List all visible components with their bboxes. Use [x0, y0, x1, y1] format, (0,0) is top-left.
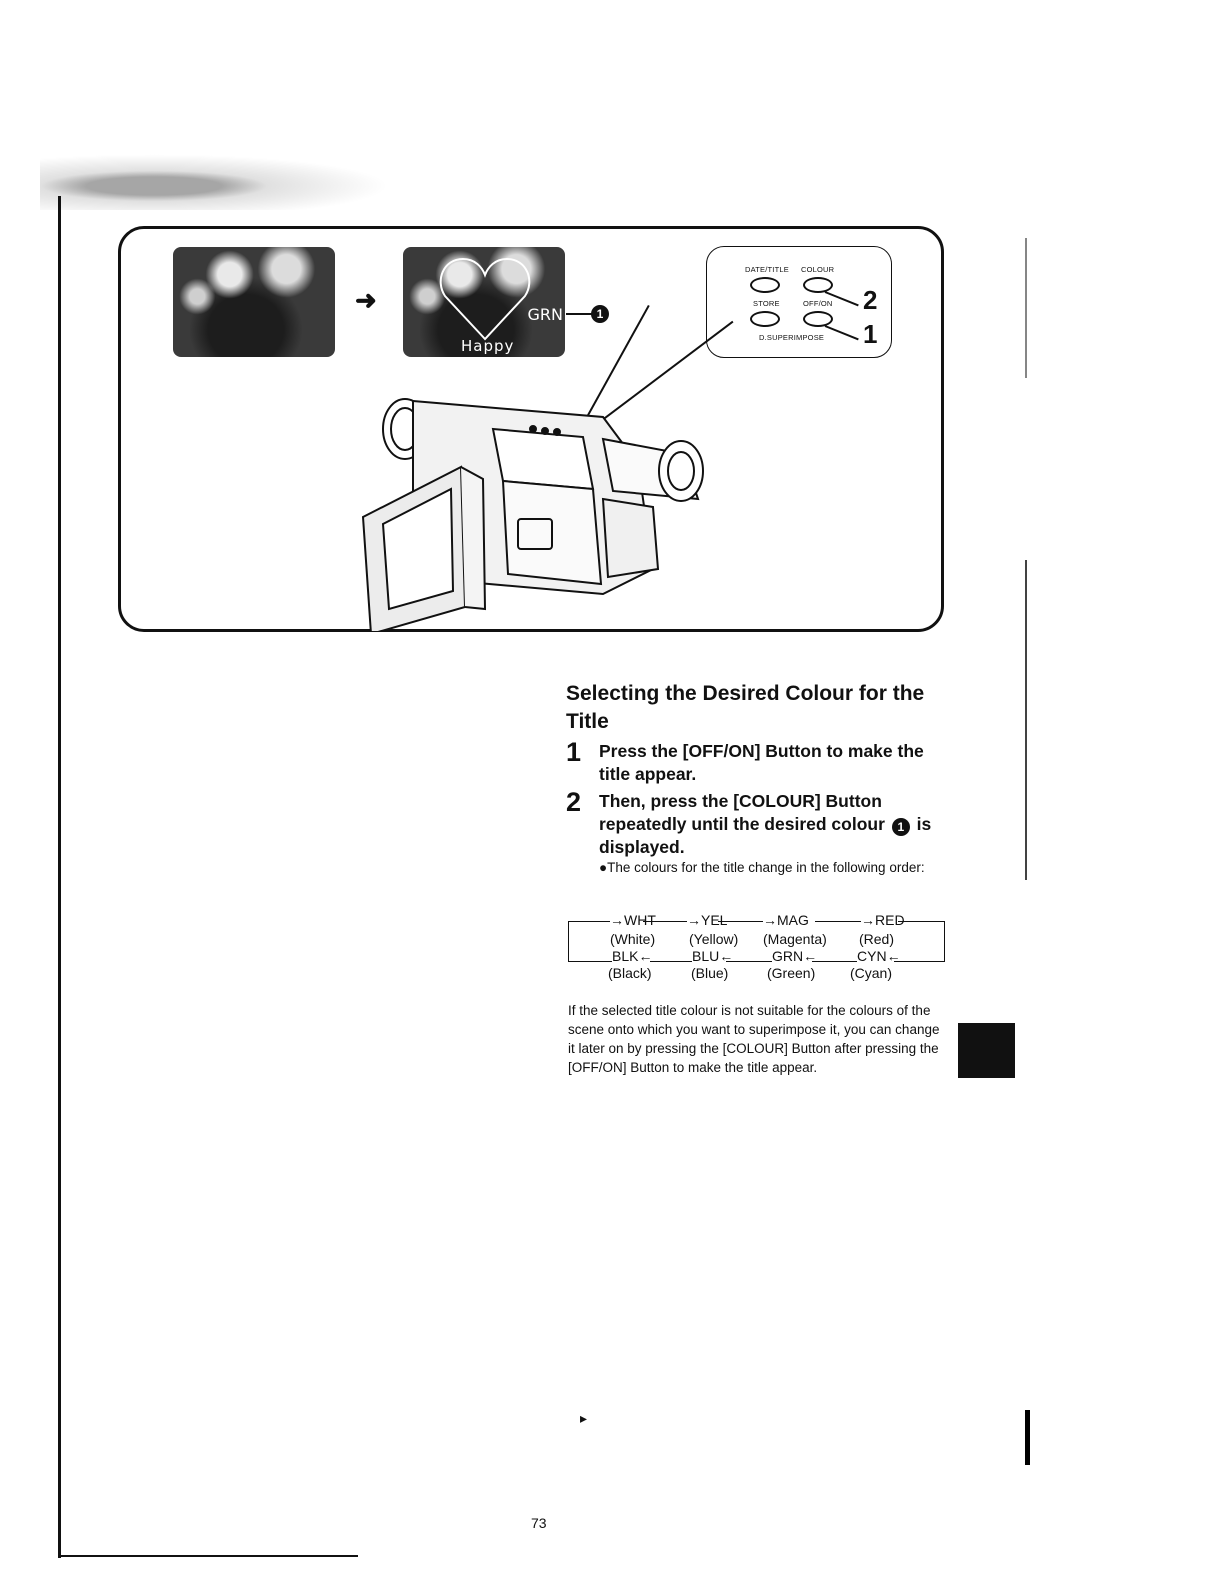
- heart-title-icon: [435, 251, 535, 351]
- page-number: 73: [531, 1515, 547, 1531]
- scan-artifact: ▸: [580, 1410, 588, 1426]
- page-border-bottom: [58, 1555, 358, 1557]
- colour-code: →MAG: [763, 912, 809, 928]
- colour-cycle-diagram: [568, 912, 948, 992]
- colour-row-forward: [568, 912, 948, 930]
- callout-leader: [566, 313, 594, 315]
- callout-marker: 1: [892, 818, 910, 836]
- step-number: 1: [566, 737, 582, 767]
- scan-edge-mark: [1025, 238, 1027, 378]
- scan-edge-mark: [1025, 1410, 1030, 1465]
- off-on-button[interactable]: [803, 311, 833, 327]
- colour-code: BLU←: [692, 948, 734, 964]
- camcorder-icon: [353, 369, 733, 631]
- page-border-left: [58, 196, 61, 1558]
- colour-order-note: ●The colours for the title change in the following order:: [599, 860, 925, 875]
- camcorder-illustration-panel: [118, 226, 944, 632]
- scan-edge-mark: [1025, 560, 1027, 880]
- step-2-marker: 2: [863, 285, 878, 315]
- pointer-line: [825, 325, 859, 340]
- colour-name: (White): [610, 931, 656, 947]
- colour-name: (Red): [859, 931, 895, 947]
- step-text-before: Then, press the [COLOUR] Button repeatedly until the desired colour: [599, 791, 885, 834]
- colour-name: (Cyan): [850, 965, 893, 981]
- button-panel-closeup: [706, 246, 892, 358]
- off-on-label: OFF/ON: [803, 299, 833, 308]
- viewfinder-screen-before: [173, 247, 335, 357]
- date-title-button[interactable]: [750, 277, 780, 293]
- colour-change-note: If the selected title colour is not suitable for the colours of the scene onto which you want to superimpose it, you can change it later on by pressing the [COLOUR] Button after pressing the [OFF/ON] Button to make the title appear.: [568, 1003, 940, 1075]
- date-title-label: DATE/TITLE: [745, 265, 789, 274]
- step-number: 2: [566, 787, 582, 817]
- step-instruction: Press the [OFF/ON] Button to make the title appear.: [599, 741, 924, 784]
- store-label: STORE: [753, 299, 780, 308]
- store-button[interactable]: [750, 311, 780, 327]
- colour-name: (Magenta): [763, 931, 827, 947]
- colour-code: →RED: [861, 912, 905, 928]
- section-title: Selecting the Desired Colour for the Title: [566, 682, 925, 733]
- colour-name: (Blue): [691, 965, 729, 981]
- colour-code: GRN←: [772, 948, 818, 964]
- viewfinder-screen-after: [403, 247, 565, 357]
- arrow-right-icon: ➜: [355, 285, 377, 315]
- colour-code: BLK←: [612, 948, 653, 964]
- colour-name: (Black): [608, 965, 652, 981]
- osd-title-text: Happy: [461, 337, 515, 355]
- colour-code: CYN←: [857, 948, 901, 964]
- colour-name-row: [568, 931, 948, 949]
- scan-artifact: [40, 150, 420, 210]
- colour-row-return: [568, 948, 948, 966]
- colour-code: →YEL: [687, 912, 728, 928]
- colour-name: (Green): [767, 965, 816, 981]
- step-1-marker: 1: [863, 319, 878, 349]
- colour-code: →WHT: [610, 912, 656, 928]
- step-instruction: [599, 790, 954, 859]
- colour-name: (Yellow): [689, 931, 739, 947]
- callout-marker: 1: [591, 305, 609, 323]
- colour-name-row: [568, 965, 948, 983]
- step-text-after: is displayed.: [599, 814, 932, 857]
- colour-label: COLOUR: [801, 265, 835, 274]
- section-thumb-tab: [958, 1023, 1015, 1078]
- osd-colour-indicator: GRN: [527, 305, 563, 324]
- d-superimpose-label: D.SUPERIMPOSE: [759, 333, 825, 342]
- colour-button[interactable]: [803, 277, 833, 293]
